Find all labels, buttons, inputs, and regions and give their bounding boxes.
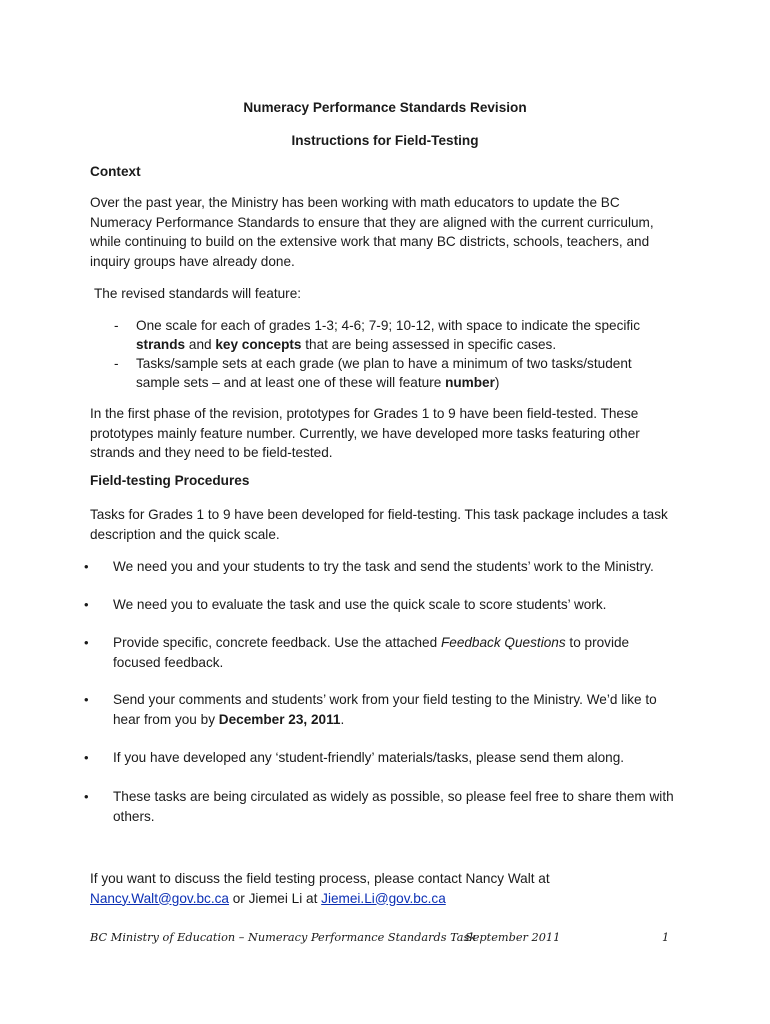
procedures-paragraph: Tasks for Grades 1 to 9 have been developed for field-testing. This task package includes a task description and the quick scale.	[90, 507, 668, 542]
bullet-icon: •	[84, 692, 89, 707]
list-item	[84, 690, 680, 729]
list-item	[84, 787, 680, 826]
dash-marker: -	[114, 356, 119, 371]
bullet-text: These tasks are being circulated as widely as possible, so please feel free to share them with others.	[113, 789, 674, 824]
feature-intro: The revised standards will feature:	[94, 286, 302, 301]
deadline-date: December 23, 2011	[218, 711, 341, 727]
feature-bold-number: number	[445, 375, 495, 390]
feature-bold-key-concepts: key concepts	[215, 337, 302, 352]
feature-text-part: Tasks/sample sets at each grade (we plan to have a minimum of two tasks/student sample sets – and at least one of these will feature	[136, 356, 632, 390]
bullet-text	[113, 690, 680, 729]
contact-paragraph	[90, 869, 675, 908]
footer-left: BC Ministry of Education – Numeracy Performance Standards Task	[90, 931, 477, 944]
contact-middle: or Jiemei Li at	[228, 890, 322, 906]
bullet-icon: •	[84, 789, 89, 804]
bullet-icon: •	[84, 750, 89, 765]
bullet-text: We need you and your students to try the task and send the students’ work to the Ministry.	[113, 559, 654, 574]
bullet-text-part: Provide specific, concrete feedback. Use the attached	[113, 635, 441, 650]
footer-date: September 2011	[465, 931, 561, 944]
bullet-text	[113, 633, 680, 672]
footer-page-number: 1	[662, 931, 670, 944]
bullet-text: We need you to evaluate the task and use the quick scale to score students’ work.	[113, 597, 607, 612]
bullet-icon: •	[84, 559, 89, 574]
bullet-text-part: .	[340, 711, 345, 727]
bullet-icon: •	[84, 635, 89, 650]
feature-text-part: and	[185, 337, 216, 352]
list-item	[84, 595, 680, 615]
context-paragraph: Over the past year, the Ministry has been working with math educators to update the BC Numeracy Performance Standards to ensure that they are aligned with the current curriculum, while continuing to build on the extensive work that many BC districts, schools, teachers, and inquiry groups have already done.	[90, 195, 654, 269]
document-title: Numeracy Performance Standards Revision	[243, 100, 527, 115]
feature-item	[114, 316, 674, 354]
bullet-text-part: Send your comments and students’ work from your field testing to the Ministry. We’d like to hear from you by	[113, 692, 657, 727]
list-item	[84, 557, 680, 577]
feature-text	[136, 354, 674, 392]
list-item	[84, 633, 680, 672]
bullet-text: If you have developed any ‘student-friendly’ materials/tasks, please send them along.	[113, 750, 625, 765]
dash-marker: -	[114, 318, 119, 333]
phase-paragraph: In the first phase of the revision, prototypes for Grades 1 to 9 have been field-tested. These prototypes mainly feature number. Currently, we have developed more tasks featuring other strands and they need to be field-tested.	[90, 406, 640, 460]
bullet-icon: •	[84, 597, 89, 612]
bullet-text-part: to provide focused feedback.	[113, 635, 630, 670]
contact-intro: If you want to discuss the field testing process, please contact Nancy Walt at	[90, 871, 550, 886]
feedback-questions-reference: Feedback Questions	[440, 635, 566, 650]
feature-bold-strands: strands	[136, 337, 186, 352]
document-subtitle: Instructions for Field-Testing	[291, 133, 479, 148]
context-heading: Context	[90, 164, 141, 179]
feature-text-part: )	[494, 375, 500, 390]
email-link-jiemei-li[interactable]: Jiemei.Li@gov.bc.ca	[321, 890, 446, 906]
feature-text-part: One scale for each of grades 1-3; 4-6; 7-9; 10-12, with space to indicate the specific	[136, 318, 641, 333]
feature-text-part: that are being assessed in specific cases.	[301, 337, 557, 352]
list-item	[84, 748, 680, 768]
feature-item	[114, 354, 674, 392]
procedures-heading: Field-testing Procedures	[90, 473, 250, 488]
email-link-nancy-walt[interactable]: Nancy.Walt@gov.bc.ca	[90, 890, 229, 906]
feature-text	[136, 316, 674, 354]
